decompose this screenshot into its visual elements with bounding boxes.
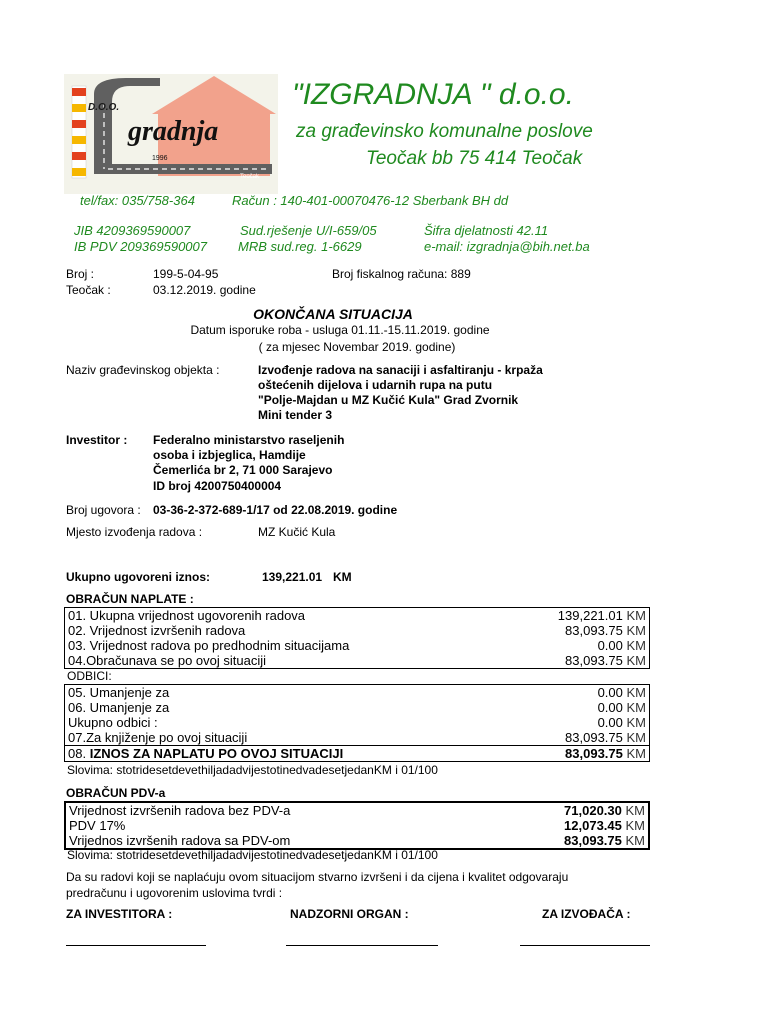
pdv-heading: OBRAČUN PDV-a xyxy=(66,786,166,800)
row-value: 83,093.75 KM xyxy=(565,653,646,668)
table-row xyxy=(65,833,649,849)
ib-pdv: IB PDV 209369590007 xyxy=(74,239,207,254)
table-row xyxy=(65,685,650,701)
row-value: 0.00 KM xyxy=(597,638,646,653)
mjesto-value: MZ Kučić Kula xyxy=(258,525,336,539)
signature-investitor-label: ZA INVESTITORA : xyxy=(66,907,173,921)
row-label: 03. Vrijednost radova po predhodnim situacijama xyxy=(68,638,350,653)
za-mjesec: ( za mjesec Novembar 2019. godine) xyxy=(258,340,456,354)
row-label: PDV 17% xyxy=(69,818,126,833)
row-value: 71,020.30 KM xyxy=(564,803,645,818)
row-label: 06. Umanjenje za xyxy=(68,700,170,715)
objekat-line-1: Izvođenje radova na sanaciji i asfaltiranju - krpaža xyxy=(258,363,543,377)
ukupno-currency: KM xyxy=(333,570,352,584)
objekat-label: Naziv građevinskog objekta : xyxy=(66,363,220,377)
investitor-line-1: Federalno ministarstvo raseljenih xyxy=(153,433,345,447)
investitor-line-3: Čemerlića br 2, 71 000 Sarajevo xyxy=(153,463,333,477)
sud-rjesenje: Sud.rješenje U/I-659/05 xyxy=(240,223,377,238)
table-row xyxy=(65,818,649,833)
jib: JIB 4209369590007 xyxy=(74,223,191,238)
signature-line-nadzorni xyxy=(286,945,438,946)
row-value: 0.00 KM xyxy=(597,700,646,715)
ugovor-label: Broj ugovora : xyxy=(66,503,141,517)
ukupno-label: Ukupno ugovoreni iznos: xyxy=(66,570,210,584)
final-label: 08. IZNOS ZA NAPLATU PO OVOJ SITUACIJI xyxy=(68,746,344,761)
signature-nadzorni-label: NADZORNI ORGAN : xyxy=(290,907,409,921)
sifra-djelatnosti: Šifra djelatnosti 42.11 xyxy=(424,223,549,238)
company-name: "IZGRADNJA " d.o.o. xyxy=(292,78,574,111)
table-row xyxy=(65,638,650,653)
table-row xyxy=(65,608,650,624)
datum-isporuke: Datum isporuke roba - usluga 01.11.-15.11.2019. godine xyxy=(190,323,490,337)
final-value: 83,093.75 KM xyxy=(565,746,646,761)
row-value: 139,221.01 KM xyxy=(557,608,646,623)
signature-line-investitor xyxy=(66,945,206,946)
ukupno-value: 139,221.01 xyxy=(262,570,323,584)
company-subtitle: za građevinsko komunalne poslove xyxy=(296,121,593,142)
row-value: 83,093.75 KM xyxy=(564,833,645,848)
row-label: Vrijednost izvršenih radova bez PDV-a xyxy=(69,803,291,818)
investitor-label: Investitor : xyxy=(66,433,128,447)
row-label: Ukupno odbici : xyxy=(68,715,158,730)
document-title: OKONČANA SITUACIJA xyxy=(253,306,413,322)
row-value: 12,073.45 KM xyxy=(564,818,645,833)
row-value: 0.00 KM xyxy=(597,715,646,730)
footer-statement-1: Da su radovi koji se naplaćuju ovom situacijom stvarno izvršeni i da cijena i kvalitet odgovaraju xyxy=(66,870,569,884)
tel-fax: tel/fax: 035/758-364 xyxy=(80,193,195,208)
odbici-label: ODBICI: xyxy=(67,669,112,683)
logo-brand: gradnja xyxy=(128,116,219,147)
broj-label: Broj : xyxy=(66,267,95,281)
company-logo xyxy=(64,74,278,194)
naplata-table-a xyxy=(64,607,650,669)
table-row xyxy=(65,653,650,669)
pdv-slovima: Slovima: stotridesetdevethiljadadvijestotinedvadesetjedanKM i 01/100 xyxy=(67,848,438,862)
table-row xyxy=(65,700,650,715)
row-label: 07.Za knjiženje po ovoj situaciji xyxy=(68,730,248,745)
naplata-slovima: Slovima: stotridesetdevethiljadadvijestotinedvadesetjedanKM i 01/100 xyxy=(67,763,438,777)
objekat-line-4: Mini tender 3 xyxy=(258,408,333,422)
investitor-line-4: ID broj 4200750400004 xyxy=(153,479,282,493)
row-value: 83,093.75 KM xyxy=(565,623,646,638)
logo-year: 1996 xyxy=(152,155,168,162)
row-label: Vrijednos izvršenih radova sa PDV-om xyxy=(69,833,291,848)
pdv-table xyxy=(64,801,650,850)
bank-account: Račun : 140-401-00070476-12 Sberbank BH dd xyxy=(232,193,509,208)
company-address: Teočak bb 75 414 Teočak xyxy=(366,148,583,169)
row-label: 01. Ukupna vrijednost ugovorenih radova xyxy=(68,608,306,623)
row-label: 02. Vrijednost izvršenih radova xyxy=(68,623,246,638)
objekat-line-3: "Polje-Majdan u MZ Kučić Kula" Grad Zvornik xyxy=(258,393,519,407)
row-label: 05. Umanjenje za xyxy=(68,685,170,700)
objekat-line-2: oštećenih dijelova i udarnih rupa na putu xyxy=(258,378,493,392)
fiskalni-racun: Broj fiskalnog računa: 889 xyxy=(332,267,471,281)
mjesto-label: Mjesto izvođenja radova : xyxy=(66,525,203,539)
signature-izvodjac-label: ZA IZVOĐAČA : xyxy=(542,907,631,921)
signature-line-izvodjac xyxy=(520,945,650,946)
table-row-final xyxy=(65,746,650,762)
naplata-table-b xyxy=(64,684,650,762)
teocak-label: Teočak : xyxy=(66,283,111,297)
row-label: 04.Obračunava se po ovoj situaciji xyxy=(68,653,267,668)
table-row xyxy=(65,623,650,638)
datum: 03.12.2019. godine xyxy=(153,283,256,297)
logo-doo: D.O.O. xyxy=(88,102,120,113)
ugovor-value: 03-36-2-372-689-1/17 od 22.08.2019. godine xyxy=(153,503,398,517)
email: e-mail: izgradnja@bih.net.ba xyxy=(424,239,590,254)
table-row xyxy=(65,802,649,818)
footer-statement-2: predračunu i ugovorenim uslovima tvrdi : xyxy=(66,886,283,900)
row-value: 0.00 KM xyxy=(597,685,646,700)
logo-place: Teočak xyxy=(240,174,260,180)
broj-value: 199-5-04-95 xyxy=(153,267,219,281)
investitor-line-2: osoba i izbjeglica, Hamdije xyxy=(153,448,306,462)
table-row xyxy=(65,715,650,730)
mrb: MRB sud.reg. 1-6629 xyxy=(238,239,362,254)
table-row xyxy=(65,730,650,746)
naplata-heading: OBRAČUN NAPLATE : xyxy=(66,592,194,606)
row-value: 83,093.75 KM xyxy=(565,730,646,745)
